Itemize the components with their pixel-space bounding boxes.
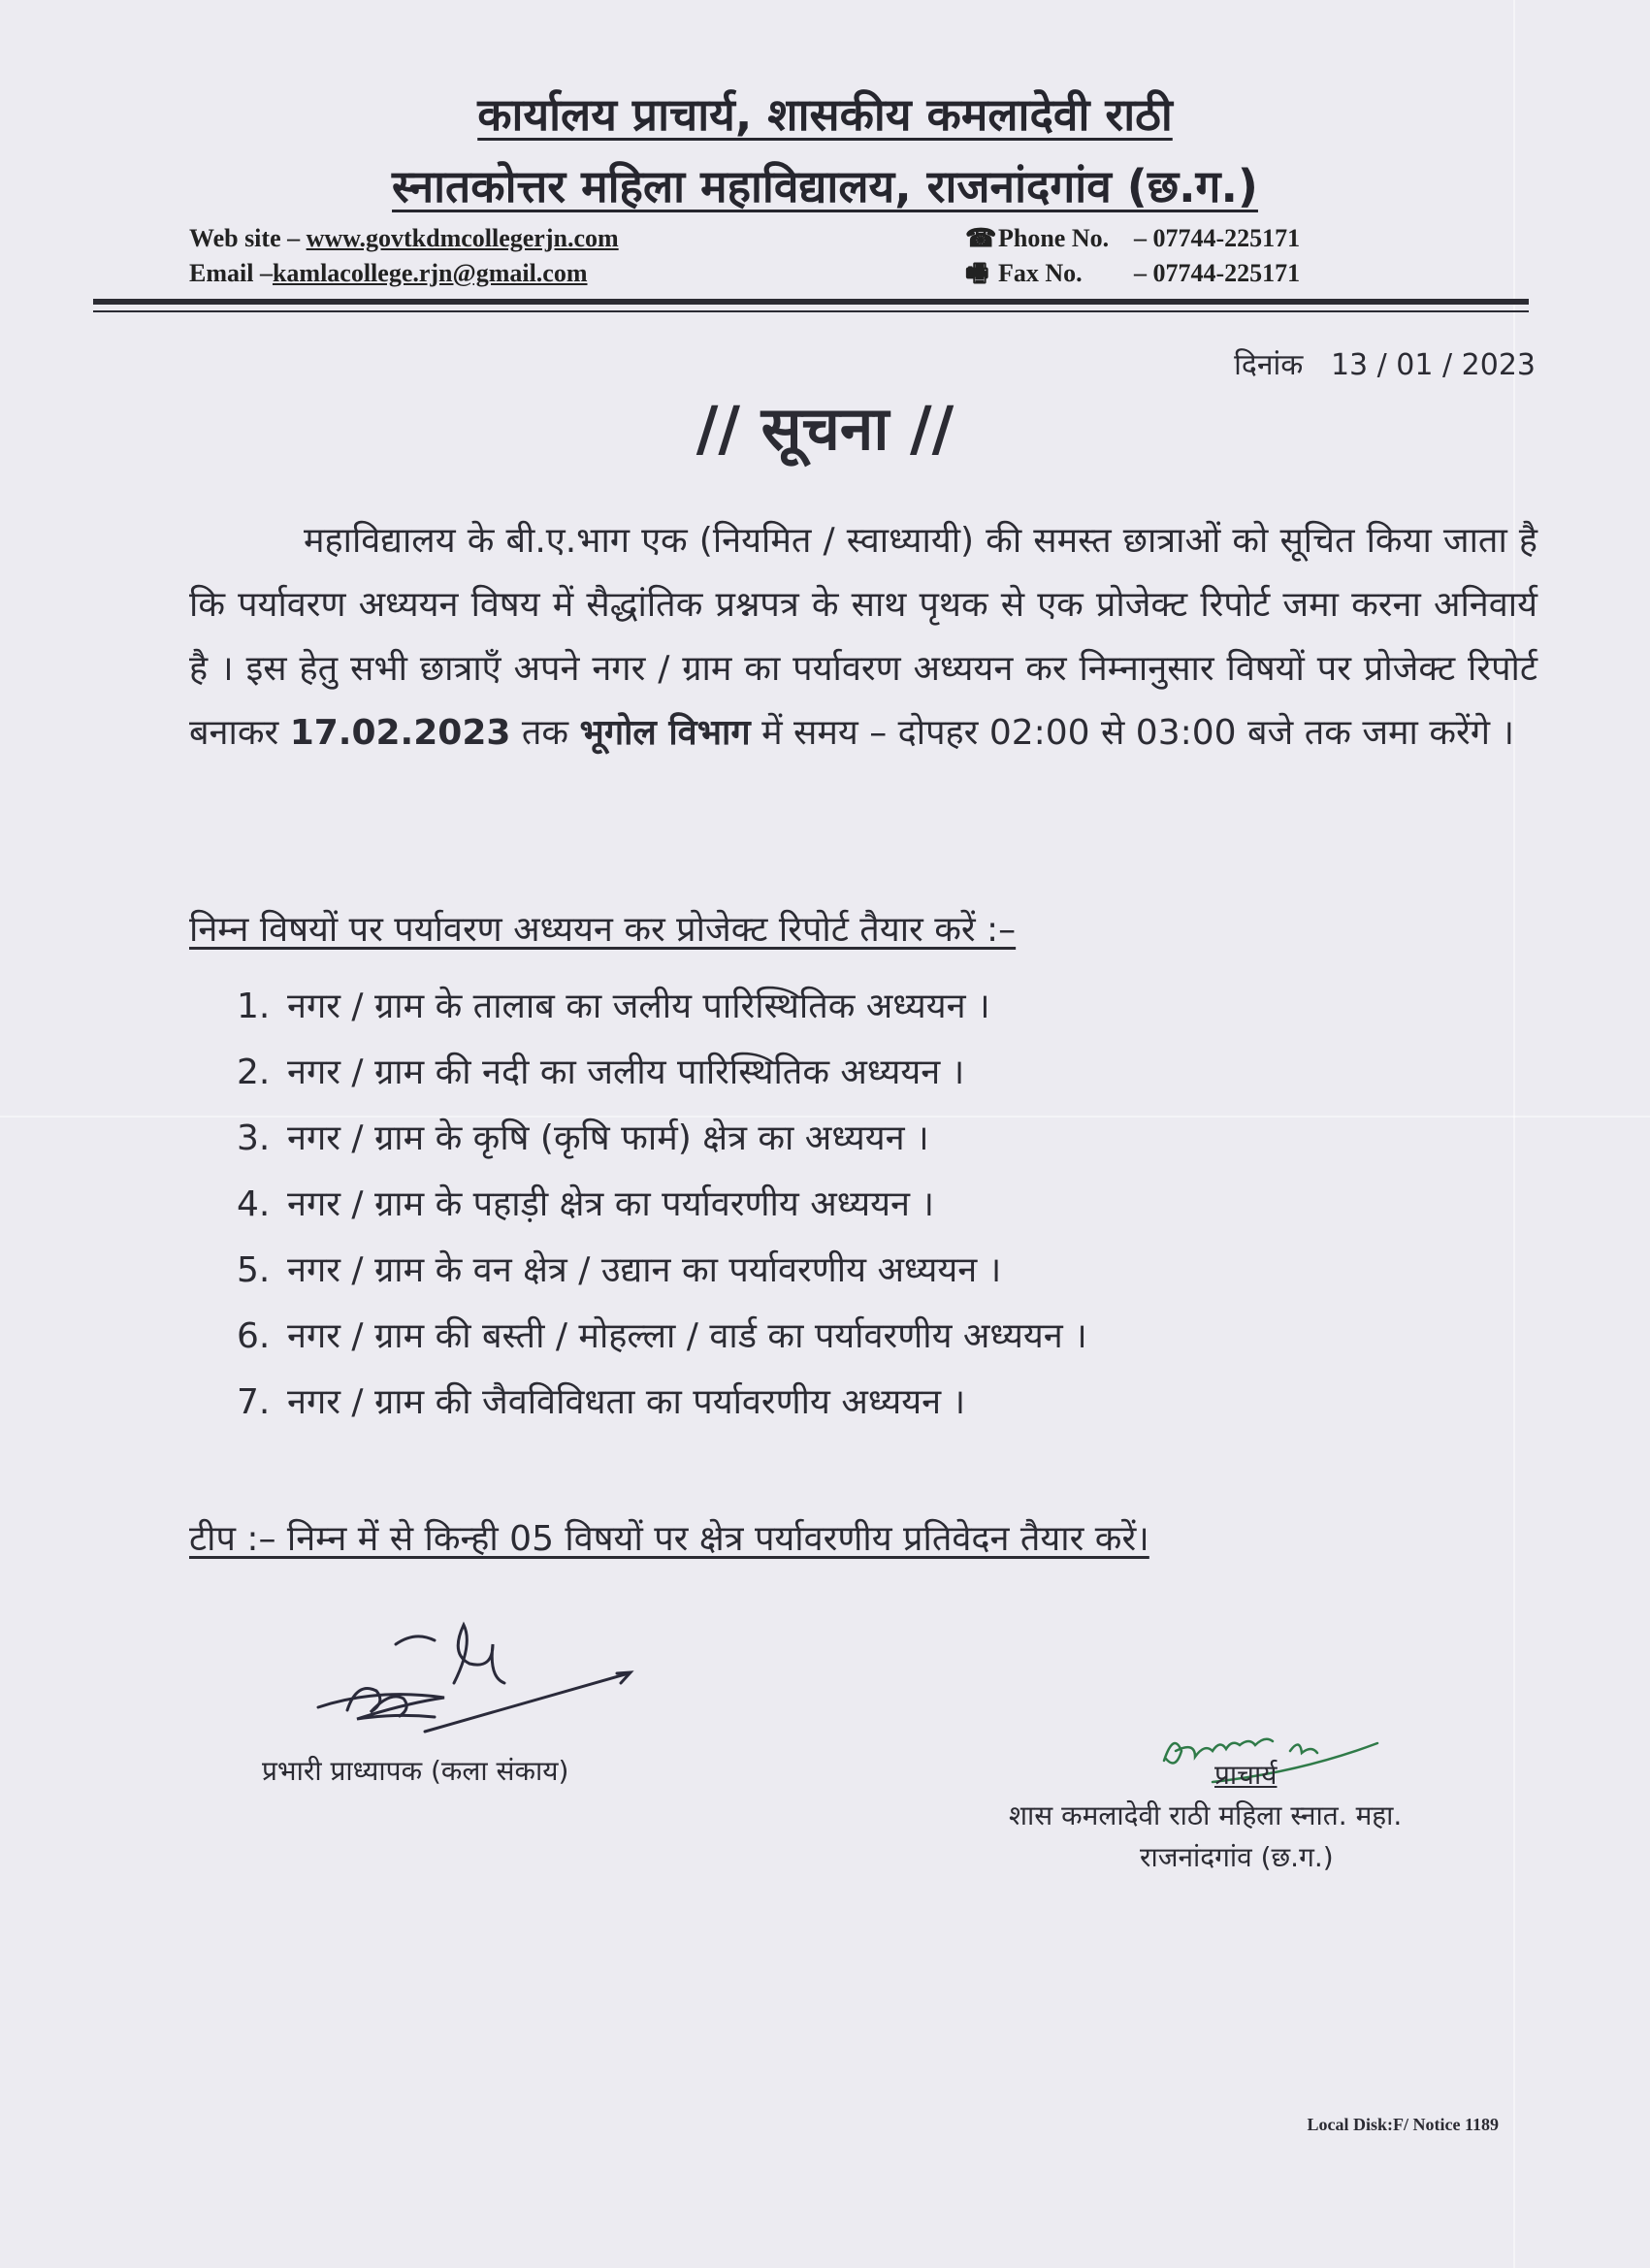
phone-label: Phone No. xyxy=(998,224,1110,252)
item-text: नगर / ग्राम की नदी का जलीय पारिस्थितिक अध्ययन । xyxy=(287,1053,965,1092)
principal-city: राजनांदगांव (छ.ग.) xyxy=(1140,1841,1334,1873)
email-label: Email – xyxy=(189,259,273,287)
tip-note: टीप :– निम्न में से किन्ही 05 विषयों पर क्षेत्र पर्यावरणीय प्रतिवेदन तैयार करें। xyxy=(189,1519,1149,1559)
item-number: 6. xyxy=(237,1316,271,1356)
topics-list xyxy=(237,974,1087,1436)
phone-number: – 07744-225171 xyxy=(1134,224,1301,252)
fax-label: Fax No. xyxy=(998,259,1083,287)
department-name: भूगोल विभाग xyxy=(579,713,751,753)
list-item xyxy=(237,1304,1087,1370)
fax-number: – 07744-225171 xyxy=(1134,259,1301,287)
principal-college: शास कमलादेवी राठी महिला स्नात. महा. xyxy=(1009,1799,1403,1831)
body-text-2: तक xyxy=(521,713,569,753)
contact-phone-fax xyxy=(965,221,1300,291)
item-number: 5. xyxy=(237,1250,271,1290)
header-divider-thin xyxy=(93,310,1529,312)
file-reference: Local Disk:F/ Notice 1189 xyxy=(1307,2115,1499,2134)
list-item xyxy=(237,1172,1087,1238)
fax-icon: 🖷 xyxy=(965,259,989,287)
list-item xyxy=(237,1106,1087,1172)
signature-right-icon xyxy=(1154,1722,1407,1790)
item-text: नगर / ग्राम की जैवविविधता का पर्यावरणीय अध्ययन । xyxy=(287,1382,966,1422)
paper-fold-vertical xyxy=(1513,0,1515,2268)
college-title: स्नातकोत्तर महिला महाविद्यालय, राजनांदगांव (छ.ग.) xyxy=(392,160,1258,212)
notice-title: // सूचना // xyxy=(696,393,954,464)
item-number: 1. xyxy=(237,987,271,1026)
topics-heading: निम्न विषयों पर पर्यावरण अध्ययन कर प्रोजेक्ट रिपोर्ट तैयार करें :– xyxy=(189,910,1017,950)
item-number: 4. xyxy=(237,1184,271,1224)
header-divider-thick xyxy=(93,299,1529,305)
list-item xyxy=(237,1040,1087,1106)
list-item xyxy=(237,974,1087,1040)
email-link[interactable]: kamlacollege.rjn@gmail.com xyxy=(272,259,588,287)
email-row xyxy=(189,256,619,291)
item-number: 3. xyxy=(237,1118,271,1158)
phone-row xyxy=(965,221,1300,256)
contact-web-email xyxy=(189,221,619,291)
office-title: कार्यालय प्राचार्य, शासकीय कमलादेवी राठी xyxy=(477,88,1173,141)
signature-left-icon xyxy=(308,1615,638,1751)
body-text-1: महाविद्यालय के बी.ए.भाग एक (नियमित / स्वाध्यायी) की समस्त छात्राओं को सूचित किया जाता है कि पर्यावरण अध्ययन विषय में सैद्धांतिक प्रश्नपत्र के साथ पृथक से एक प्रोजेक्ट रिपोर्ट जमा करना अनिवार्य है । इस हेतु सभी छात्राएँ अपने नगर / ग्राम का पर्यावरण अध्ययन कर निम्नानुसार विषयों पर प्रोजेक्ट रिपोर्ट बनाकर xyxy=(189,521,1537,753)
deadline-date: 17.02.2023 xyxy=(289,713,511,753)
list-item xyxy=(237,1238,1087,1304)
item-number: 2. xyxy=(237,1053,271,1092)
list-item xyxy=(237,1370,1087,1436)
principal-title: प्राचार्य xyxy=(1214,1759,1278,1791)
item-text: नगर / ग्राम के कृषि (कृषि फार्म) क्षेत्र का अध्ययन । xyxy=(287,1118,929,1158)
fax-row xyxy=(965,256,1300,291)
website-label: Web site – xyxy=(189,224,301,252)
body-text-3: में समय – दोपहर 02:00 से 03:00 बजे तक जमा करेंगे । xyxy=(761,713,1515,753)
date-value: 13 / 01 / 2023 xyxy=(1330,348,1536,382)
item-number: 7. xyxy=(237,1382,271,1422)
website-link[interactable]: www.govtkdmcollegerjn.com xyxy=(306,224,619,252)
signatory-left-title: प्रभारी प्राध्यापक (कला संकाय) xyxy=(262,1755,569,1787)
item-text: नगर / ग्राम के पहाड़ी क्षेत्र का पर्यावरणीय अध्ययन । xyxy=(287,1184,935,1224)
item-text: नगर / ग्राम के वन क्षेत्र / उद्यान का पर्यावरणीय अध्ययन । xyxy=(287,1250,1002,1290)
item-text: नगर / ग्राम की बस्ती / मोहल्ला / वार्ड का पर्यावरणीय अध्ययन । xyxy=(287,1316,1087,1356)
phone-icon: ☎ xyxy=(965,224,997,252)
website-row xyxy=(189,221,619,256)
date-label: दिनांक xyxy=(1234,348,1304,382)
item-text: नगर / ग्राम के तालाब का जलीय पारिस्थितिक अध्ययन । xyxy=(287,987,990,1026)
notice-date xyxy=(1234,343,1536,383)
notice-body xyxy=(189,509,1537,765)
